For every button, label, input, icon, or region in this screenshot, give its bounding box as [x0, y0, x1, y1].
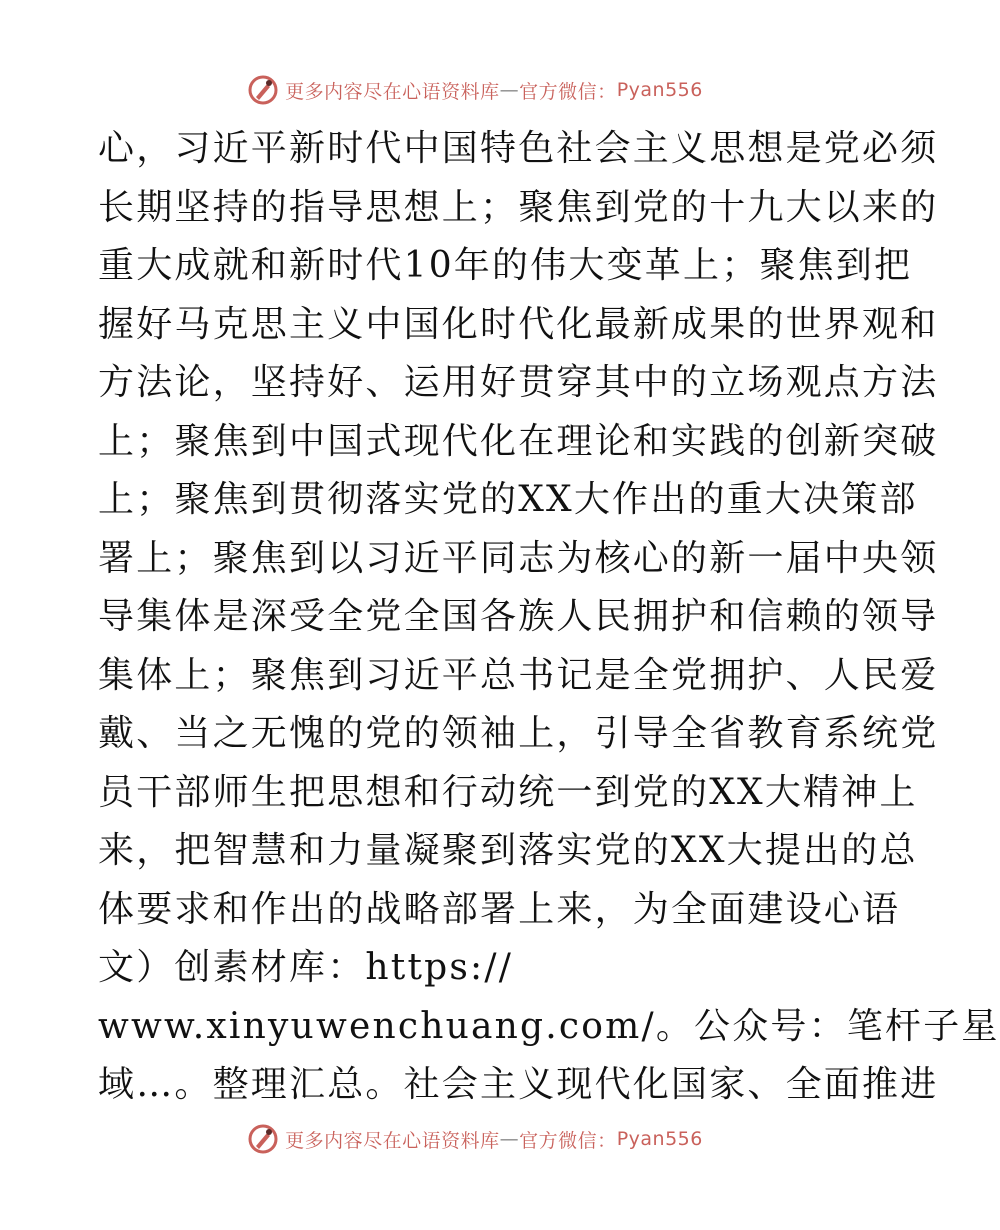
body-line: 来，把智慧和力量凝聚到落实党的XX大提出的总	[98, 830, 918, 871]
body-line: 握好马克思主义中国化时代化最新成果的世界观和	[98, 303, 939, 345]
body-line: 域…。整理汇总。社会主义现代化国家、全面推进	[98, 1064, 939, 1105]
watermark-brand-text: 更多内容尽在心语资料库	[285, 1129, 500, 1152]
watermark-brand-text: 更多内容尽在心语资料库	[285, 80, 500, 103]
document-body	[98, 120, 1000, 1115]
watermark-dash: —	[499, 1128, 520, 1150]
footer-watermark	[0, 1119, 950, 1159]
body-line: 戴、当之无愧的党的领袖上，引导全省教育系统党	[98, 713, 939, 754]
watermark-wechat-id: Pyan556	[616, 1128, 703, 1150]
body-line: 文）创素材库：https://	[98, 947, 514, 988]
watermark-wechat-label: 官方微信：	[519, 1129, 617, 1152]
watermark-wechat-label: 官方微信：	[519, 80, 617, 103]
body-line: 长期坚持的指导思想上；聚焦到党的十九大以来的	[98, 186, 939, 228]
watermark-wechat-id: Pyan556	[616, 79, 703, 101]
body-line: 重大成就和新时代10年的伟大变革上；聚焦到把	[98, 245, 913, 286]
header-watermark	[0, 70, 950, 110]
body-line: 集体上；聚焦到习近平总书记是全党拥护、人民爱	[98, 654, 939, 696]
body-line: 员干部师生把思想和行动统一到党的XX大精神上	[98, 771, 918, 813]
pen-circle-logo-icon	[247, 1123, 279, 1155]
body-line: 方法论，坚持好、运用好贯穿其中的立场观点方法	[98, 362, 939, 403]
body-line: 体要求和作出的战略部署上来，为全面建设心语	[98, 888, 901, 930]
body-line: 上；聚焦到贯彻落实党的XX大作出的重大决策部	[98, 479, 918, 520]
body-line: 署上；聚焦到以习近平同志为核心的新一届中央领	[98, 537, 939, 579]
body-line: www.xinyuwenchuang.com/。公众号：笔杆子星	[98, 1005, 1000, 1047]
watermark-dash: —	[499, 79, 520, 101]
body-line: 导集体是深受全党全国各族人民拥护和信赖的领导	[98, 596, 939, 637]
body-line: 心，习近平新时代中国特色社会主义思想是党必须	[98, 128, 939, 169]
pen-circle-logo-icon	[247, 74, 279, 106]
body-line: 上；聚焦到中国式现代化在理论和实践的创新突破	[98, 420, 939, 462]
